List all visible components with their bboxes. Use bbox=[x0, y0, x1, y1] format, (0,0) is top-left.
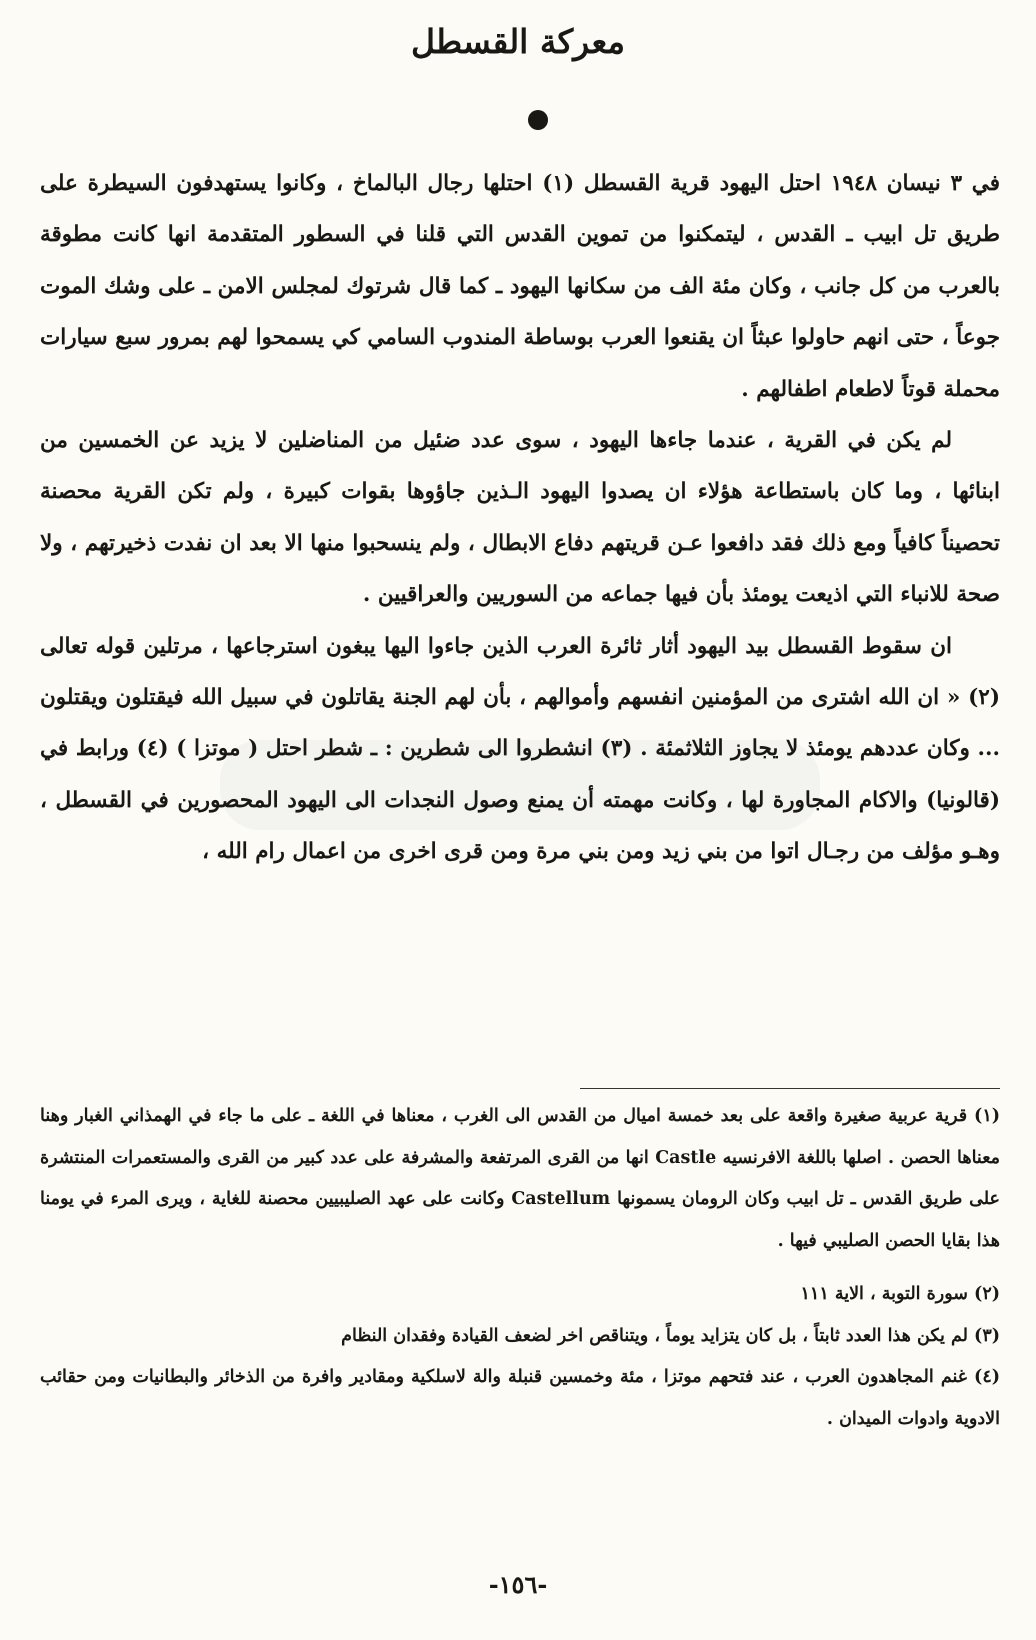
footnote-3: (٣) لم يكن هذا العدد ثابتاً ، بل كان يتزايد يوماً ، ويتناقص اخر لضعف القيادة وفقدان النظام bbox=[341, 1325, 1000, 1346]
title-ornament-dot bbox=[528, 110, 548, 130]
paragraph-1: في ٣ نيسان ١٩٤٨ احتل اليهود قرية القسطل (١) احتلها رجال البالماخ ، وكانوا يستهدفون السيطرة على طريق تل ابيب ـ القدس ، ليتمكنوا من تموين القدس التي قلنا في السطور المتقدمة انها كانت مطوقة بالعرب من كل جانب ، وكان مئة الف من سكانها اليهود ـ كما قال شرتوك لمجلس الامن ـ على وشك الموت جوعاً ، حتى انهم حاولوا عبثاً ان يقنعوا العرب بوساطة المندوب السامي كي يسمحوا لهم بمرور سبع سيارات محملة قوتاً لاطعام اطفالهم . bbox=[40, 171, 1000, 402]
footnote-2: (٢) سورة التوبة ، الاية ١١١ bbox=[800, 1284, 1000, 1304]
footnote-divider bbox=[580, 1088, 1000, 1089]
body-text bbox=[40, 158, 1000, 878]
paragraph-2: لم يكن في القرية ، عندما جاءها اليهود ، سوى عدد ضئيل من المناضلين لا يزيد عن الخمسين من ابنائها ، وما كان باستطاعة هؤلاء ان يصدوا اليهود الـذين جاؤوها بقوات كبيرة ، ولم تكن القرية محصنة تحصيناً كافياً ومع ذلك فقد دافعوا عـن قريتهم دفاع الابطال ، ولم ينسحبوا منها الا بعد ان نفدت ذخيرتهم ، ولا صحة للانباء التي اذيعت يومئذ بأن فيها جماعه من السوريين والعراقيين . bbox=[40, 428, 1000, 608]
page-title: معركة القسطل bbox=[410, 22, 626, 61]
paragraph-3: ان سقوط القسطل بيد اليهود أثار ثائرة العرب الذين جاءوا اليها يبغون استرجاعها ، مرتلين قوله تعالى (٢) « ان الله اشترى من المؤمنين انفسهم وأموالهم ، بأن لهم الجنة يقاتلون في سبيل الله فيقتلون ويقتلون ... وكان عددهم يومئذ لا يجاوز الثلاثمئة . (٣) انشطروا الى شطرين : ـ شطر احتل ( موتزا ) (٤) ورابط في (قالونيا) والاكام المجاورة لها ، وكانت مهمته أن يمنع وصول النجدات الى اليهود المحصورين في القسطل ، وهـو مؤلف من رجـال اتوا من بني زيد ومن بني مرة ومن قرى اخرى من اعمال رام الله ، bbox=[40, 633, 1000, 865]
footnote-4: (٤) غنم المجاهدون العرب ، عند فتحهم موتزا ، مئة وخمسين قنبلة والة لاسلكية ومقادير وافرة من الذخائر والبطانيات ومن حقائب الادوية وادوات الميدان . bbox=[40, 1367, 1000, 1429]
footnote-1: (١) قرية عربية صغيرة واقعة على بعد خمسة اميال من القدس الى الغرب ، معناها في اللغة ـ على ما جاء في الهمذاني الغبار وهنا معناها الحصن . اصلها باللغة الافرنسيه Castle انها من القرى المرتفعة والمشرفة على عدد كبير من القرى والمستعمرات المنتشرة على طريق القدس ـ تل ابيب وكان الرومان يسمونها Castellum وكانت على عهد الصليبيين محصنة للغاية ، ويرى المرء في يومنا هذا بقايا الحصن الصليبي فيها . bbox=[40, 1106, 1001, 1251]
page-number: -١٥٦- bbox=[488, 1570, 548, 1599]
footnotes bbox=[40, 1096, 1000, 1440]
